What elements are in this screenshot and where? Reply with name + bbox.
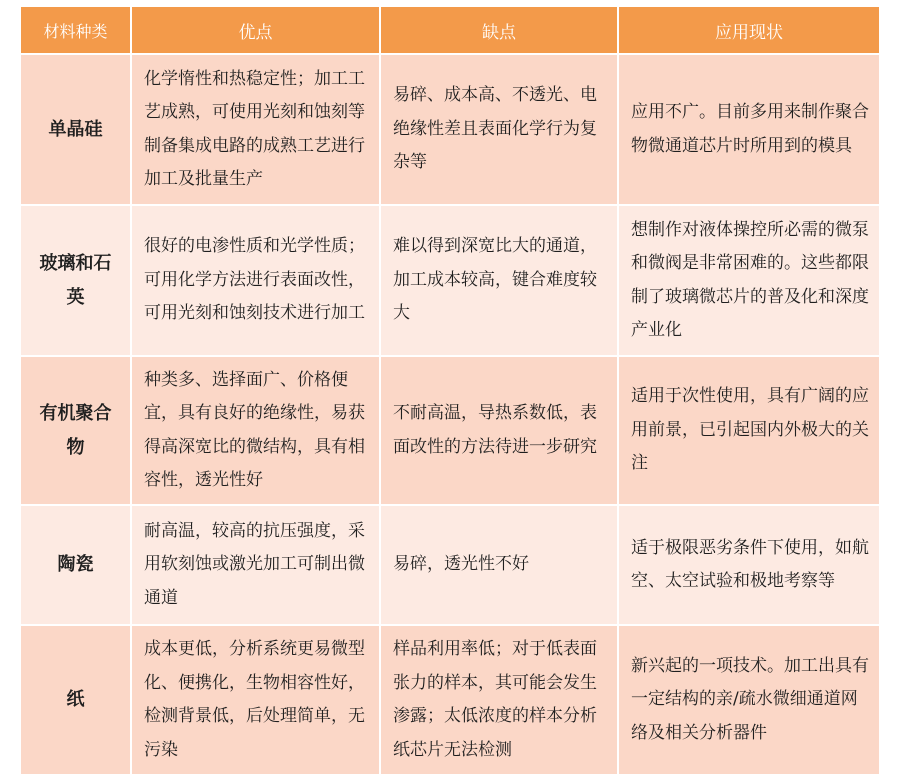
header-status: 应用现状 [619, 7, 881, 55]
header-material: 材料种类 [21, 7, 132, 55]
advantages-cell: 种类多、选择面广、价格便宜，具有良好的绝缘性，易获得高深宽比的微结构，具有相容性，透光性好 [132, 357, 381, 506]
status-cell: 适于极限恶劣条件下使用，如航空、太空试验和极地考察等 [619, 506, 881, 626]
status-cell: 适用于次性使用，具有广阔的应用前景，已引起国内外极大的关注 [619, 357, 881, 506]
table-row [21, 626, 881, 776]
disadvantages-cell: 易碎、成本高、不透光、电绝缘性差且表面化学行为复杂等 [381, 55, 619, 206]
advantages-cell: 化学惰性和热稳定性；加工工艺成熟，可使用光刻和蚀刻等制备集成电路的成熟工艺进行加工及批量生产 [132, 55, 381, 206]
material-cell: 单晶硅 [21, 55, 132, 206]
disadvantages-cell: 不耐高温，导热系数低，表面改性的方法待进一步研究 [381, 357, 619, 506]
table-row [21, 206, 881, 357]
status-cell: 想制作对液体操控所必需的微泵和微阀是非常困难的。这些都限制了玻璃微芯片的普及化和深度产业化 [619, 206, 881, 357]
disadvantages-cell: 易碎，透光性不好 [381, 506, 619, 626]
material-label: 玻璃和石英 [39, 252, 112, 308]
material-cell: 纸 [21, 626, 132, 776]
table-row [21, 506, 881, 626]
disadvantages-cell: 样品利用率低；对于低表面张力的样本，其可能会发生渗露；太低浓度的样本分析纸芯片无法检测 [381, 626, 619, 776]
advantages-cell: 耐高温，较高的抗压强度，采用软刻蚀或激光加工可制出微通道 [132, 506, 381, 626]
material-label: 有机聚合物 [39, 402, 112, 458]
table-row [21, 357, 881, 506]
table-row [21, 55, 881, 206]
materials-comparison-table [21, 7, 881, 776]
material-cell: 陶瓷 [21, 506, 132, 626]
material-cell [21, 357, 132, 506]
disadvantages-cell: 难以得到深宽比大的通道，加工成本较高，键合难度较大 [381, 206, 619, 357]
header-advantages: 优点 [132, 7, 381, 55]
material-cell [21, 206, 132, 357]
advantages-cell: 成本更低，分析系统更易微型化、便携化，生物相容性好，检测背景低，后处理简单，无污染 [132, 626, 381, 776]
header-row [21, 7, 881, 55]
header-disadvantages: 缺点 [381, 7, 619, 55]
status-cell: 应用不广。目前多用来制作聚合物微通道芯片时所用到的模具 [619, 55, 881, 206]
status-cell: 新兴起的一项技术。加工出具有一定结构的亲/疏水微细通道网络及相关分析器件 [619, 626, 881, 776]
advantages-cell: 很好的电渗性质和光学性质；可用化学方法进行表面改性，可用光刻和蚀刻技术进行加工 [132, 206, 381, 357]
